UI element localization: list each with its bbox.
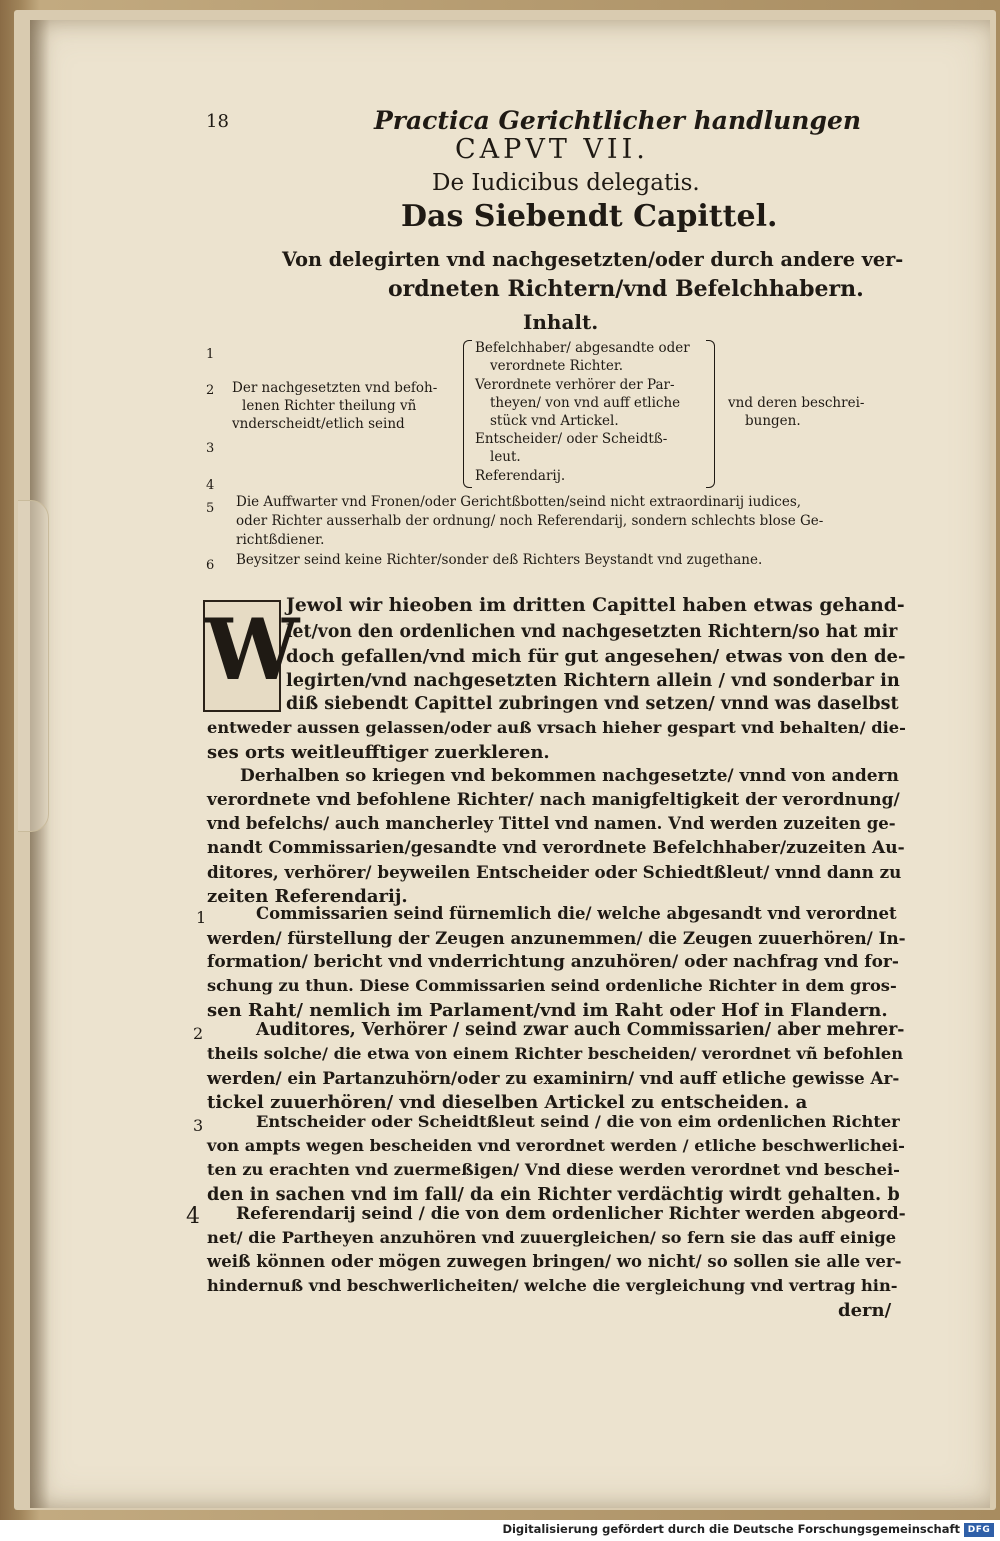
p2-line-4: nandt Commissarien/gesandte vnd verordnete Befelchhaber/zuzeiten Au- (207, 838, 905, 858)
p4-line-2: theils solche/ die etwa von einem Richter bescheiden/ verordnet vñ befohlen (207, 1044, 904, 1063)
summary-right-line-1: vnd deren beschrei- (728, 395, 865, 411)
chapter-title: Das Siebendt Capittel. (401, 199, 778, 234)
summary-item-5b: oder Richter ausserhalb der ordnung/ noch Referendarij, sondern schlechts blose Ge- (236, 513, 824, 529)
summary-item-1a: Befelchhaber/ abgesandte oder (475, 340, 690, 356)
summary-number-1: 1 (206, 347, 215, 362)
margin-number-4: 4 (186, 1204, 200, 1229)
summary-item-6: Beysitzer seind keine Richter/sonder deß Richters Beystandt vnd zugethane. (236, 552, 763, 568)
p5-line-2: von ampts wegen bescheiden vnd verordnet werden / etliche beschwerlichei- (207, 1136, 905, 1155)
summary-number-6: 6 (206, 558, 215, 573)
inhalt-heading: Inhalt. (523, 310, 599, 334)
summary-item-5c: richtßdiener. (236, 532, 325, 548)
page-number: 18 (206, 111, 229, 132)
chapter-subtitle-line-1: Von delegirten vnd nachgesetzten/oder durch andere ver- (282, 248, 904, 271)
p6-line-1: Referendarij seind / die von dem ordenlicher Richter werden abgeord- (236, 1204, 906, 1224)
p5-line-3: ten zu erachten vnd zuermeßigen/ Vnd diese werden verordnet vnd beschei- (207, 1160, 900, 1179)
p1-line-5: diß siebendt Capittel zubringen vnd setzen/ vnnd was daselbst (286, 694, 899, 714)
digitization-credit: Digitalisierung gefördert durch die Deutsche Forschungsgemeinschaft (502, 1522, 960, 1536)
right-brace (706, 340, 715, 488)
p2-line-1: Derhalben so kriegen vnd bekommen nachgesetzte/ vnnd von andern (240, 766, 899, 786)
p2-line-2: verordnete vnd befohlene Richter/ nach manigfeltigkeit der verordnung/ (207, 790, 900, 810)
summary-number-3: 3 (206, 441, 215, 456)
p4-line-3: werden/ ein Partanzuhörn/oder zu examinirn/ vnd auff etliche gewisse Ar- (207, 1068, 900, 1088)
summary-number-4: 4 (206, 478, 215, 493)
p3-line-5: sen Raht/ nemlich im Parlament/vnd im Raht oder Hof in Flandern. (207, 1000, 888, 1021)
p2-line-5: ditores, verhörer/ beyweilen Entscheider oder Schiedtßleut/ vnnd dann zu (207, 862, 902, 882)
margin-number-3: 3 (193, 1116, 204, 1135)
catchword: dern/ (838, 1300, 892, 1321)
running-head: Practica Gerichtlicher handlungen (374, 106, 862, 135)
p3-line-4: schung zu thun. Diese Commissarien seind ordenliche Richter in dem gros- (207, 976, 897, 995)
decorated-initial (203, 600, 300, 712)
summary-left-line-2: lenen Richter theilung vñ (242, 398, 417, 414)
page-clip (18, 500, 49, 832)
p1-line-4: legirten/vnd nachgesetzten Richtern allein / vnd sonderbar in (286, 670, 900, 691)
p5-line-4: den in sachen vnd im fall/ da ein Richter verdächtig wirdt gehalten. b (207, 1184, 900, 1205)
summary-item-2c: stück vnd Artickel. (490, 413, 619, 429)
margin-number-1: 1 (196, 908, 207, 927)
chapter-subtitle-line-2: ordneten Richtern/vnd Befelchhabern. (388, 276, 864, 302)
p1-line-2: let/von den ordenlichen vnd nachgesetzten Richtern/so hat mir (286, 622, 898, 642)
summary-item-2a: Verordnete verhörer der Par- (475, 377, 675, 393)
p6-line-4: hindernuß vnd beschwerlicheiten/ welche die vergleichung vnd vertrag hin- (207, 1276, 898, 1295)
p3-line-3: formation/ bericht vnd vnderrichtung anzuhören/ oder nachfrag vnd for- (207, 952, 899, 972)
p4-line-1: Auditores, Verhörer / seind zwar auch Commissarien/ aber mehrer- (256, 1020, 905, 1040)
p3-line-2: werden/ fürstellung der Zeugen anzunemmen/ die Zeugen zuuerhören/ In- (207, 928, 906, 948)
p2-line-6: zeiten Referendarij. (207, 886, 408, 907)
summary-left-line-1: Der nachgesetzten vnd befoh- (232, 380, 438, 396)
left-brace (463, 340, 472, 488)
summary-right-line-2: bungen. (745, 413, 801, 429)
summary-item-2b: theyen/ von vnd auff etliche (490, 395, 681, 411)
summary-item-1b: verordnete Richter. (490, 358, 624, 374)
p6-line-3: weiß können oder mögen zuwegen bringen/ wo nicht/ so sollen sie alle ver- (207, 1252, 902, 1271)
p1-line-7: ses orts weitleufftiger zuerkleren. (207, 742, 550, 763)
summary-item-3a: Entscheider/ oder Scheidtß- (475, 431, 668, 447)
summary-left-line-3: vnderscheidt/etlich seind (232, 416, 405, 432)
p2-line-3: vnd befelchs/ auch mancherley Tittel vnd namen. Vnd werden zuzeiten ge- (207, 814, 896, 833)
p1-line-6: entweder aussen gelassen/oder auß vrsach hieher gespart vnd behalten/ die- (207, 718, 906, 737)
summary-item-4: Referendarij. (475, 468, 566, 484)
margin-number-2: 2 (193, 1024, 204, 1043)
p1-line-1: Jewol wir hieoben im dritten Capittel haben etwas gehand- (286, 594, 905, 616)
p6-line-2: net/ die Partheyen anzuhören vnd zuuergleichen/ so fern sie das auff einige (207, 1228, 897, 1247)
p5-line-1: Entscheider oder Scheidtßleut seind / die von eim ordenlichen Richter (256, 1112, 900, 1131)
summary-number-2: 2 (206, 383, 215, 398)
summary-item-5a: Die Auffwarter vnd Fronen/oder Gerichtßbotten/seind nicht extraordinarij iudices, (236, 494, 802, 510)
initial-letter: W (205, 600, 300, 699)
p3-line-1: Commissarien seind fürnemlich die/ welche abgesandt vnd verordnet (256, 904, 897, 923)
summary-number-5: 5 (206, 501, 215, 516)
latin-subtitle: De Iudicibus delegatis. (432, 170, 700, 196)
p4-line-4: tickel zuuerhören/ vnd dieselben Artickel zu entscheiden. a (207, 1092, 808, 1113)
p1-line-3: doch gefallen/vnd mich für gut angesehen/ etwas von den de- (286, 646, 906, 667)
credit-bar (0, 1520, 1000, 1541)
dfg-logo: DFG (964, 1523, 994, 1537)
summary-item-3b: leut. (490, 449, 521, 465)
caput-heading: CAPVT VII. (455, 134, 649, 165)
